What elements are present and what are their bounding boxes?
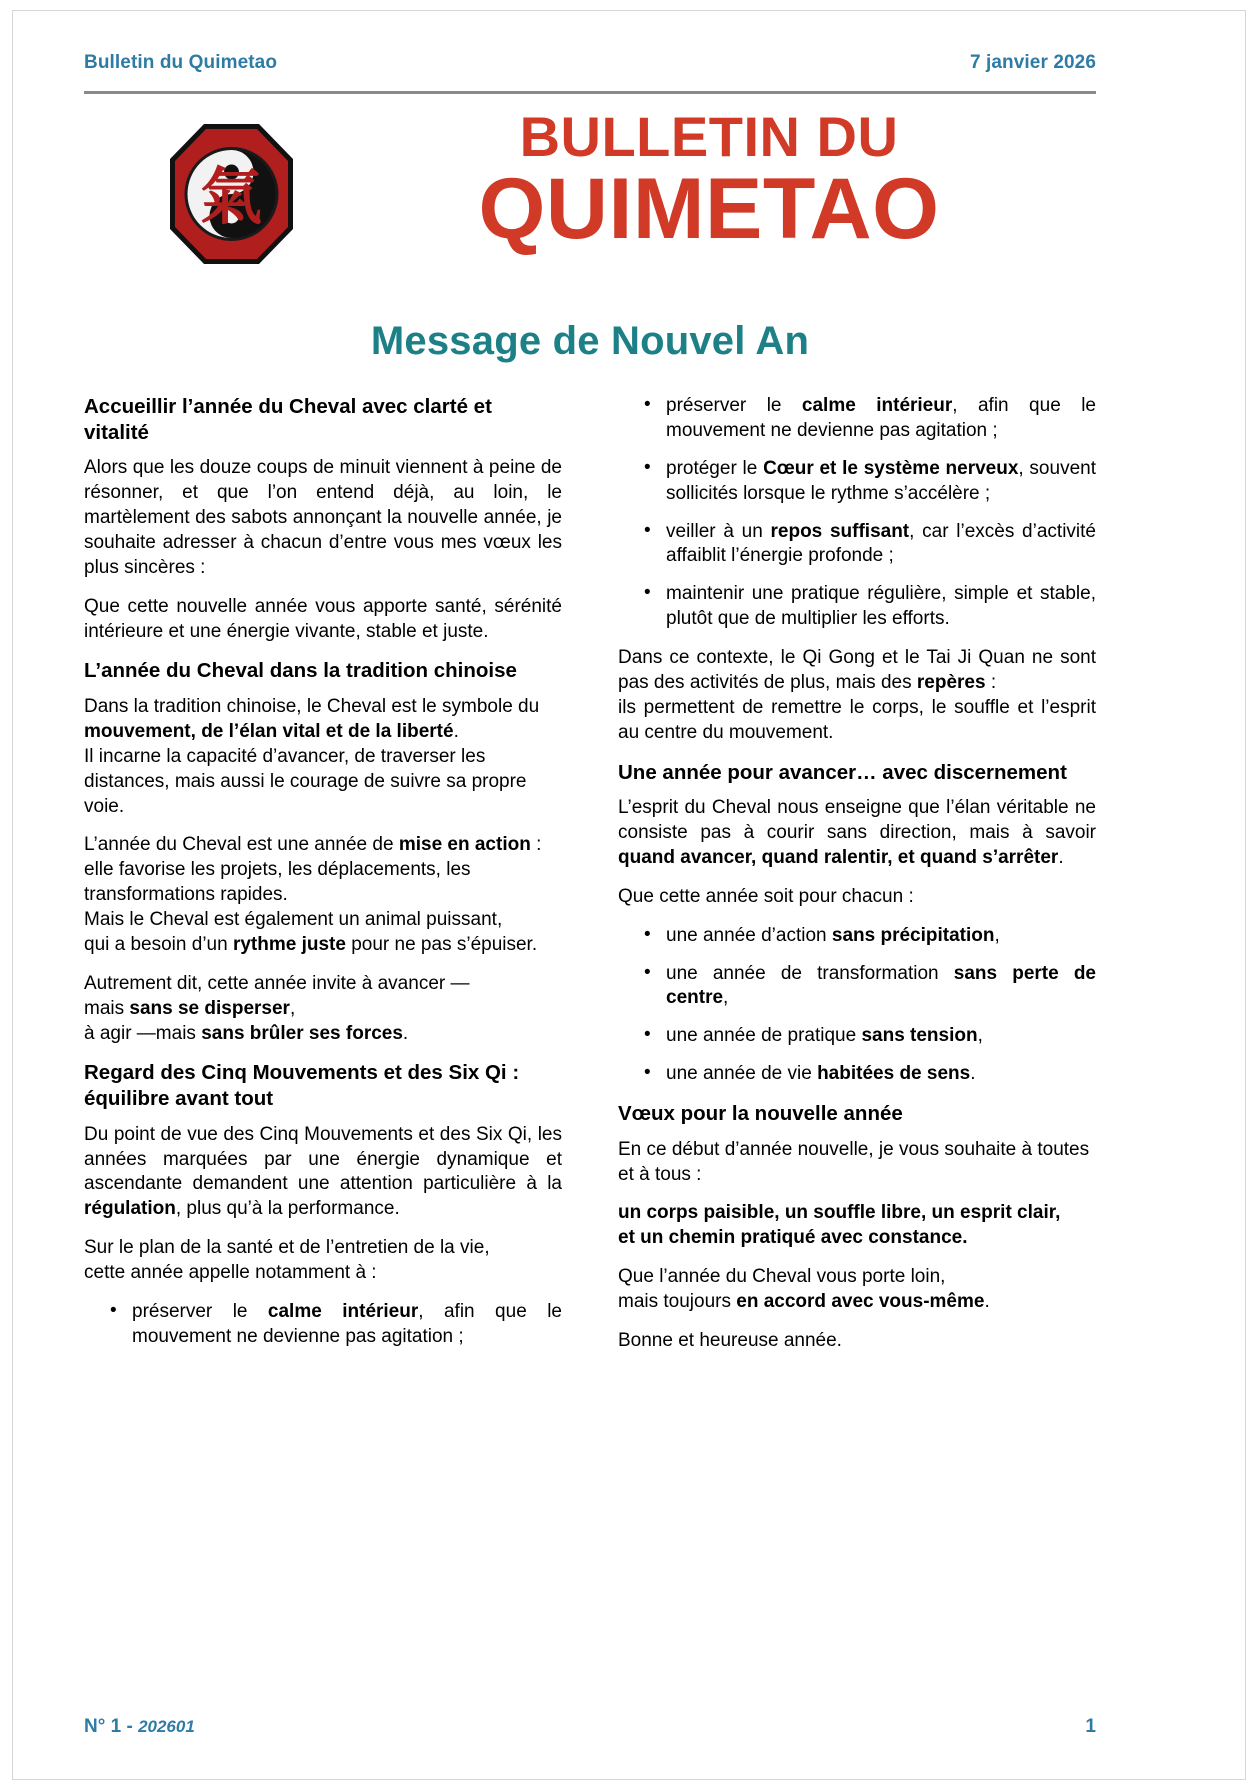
txt-p6b: régulation	[84, 1198, 176, 1220]
paragraph-debut-annee: En ce début d’année nouvelle, je vous souhaite à toutes et à tous :	[618, 1138, 1090, 1185]
txt-rp1a: Dans ce contexte, le Qi Gong et le Tai Ji Quan ne sont pas des activités de plus, mais des	[618, 647, 1096, 693]
footer-page-number: 1	[1085, 1716, 1096, 1737]
txt-wb3b: habitées de sens	[817, 1063, 971, 1085]
txt-rb0c: , afin que le mouvement ne devienne pas agitation ;	[666, 395, 1096, 441]
paragraph-entretien-vie	[84, 1236, 562, 1286]
txt-p3b: mouvement, de l’élan vital et de la liberté	[84, 720, 454, 742]
left-column	[84, 394, 590, 1424]
list-item	[644, 962, 1096, 1012]
txt-p4h: pour ne pas s’épuiser.	[345, 933, 538, 955]
paragraph-symbole-cheval	[84, 695, 562, 819]
paragraph-que-cette-annee: Que cette année soit pour chacun :	[618, 885, 914, 907]
txt-p4b: mise en action	[398, 834, 531, 856]
article-title: Message de Nouvel An	[370, 319, 810, 363]
txt-rp1c: :	[985, 671, 997, 693]
txt-wb2a: une année de pratique	[666, 1025, 862, 1047]
txt-p7b: cette année appelle notamment à :	[84, 1262, 377, 1283]
left-bullet-list	[84, 1300, 562, 1350]
txt-rb1b: Cœur et le système nerveux	[763, 457, 1019, 479]
paragraph-minuit: Alors que les douze coups de minuit viennent à peine de résonner, et que l’on entend déjà, au loin, le martèlement des sabots annonçant la nouvelle année, je souhaite adresser à chacun d’entre vous mes vœux les plus sincères :	[84, 457, 562, 578]
txt-wb2b: sans tension	[861, 1025, 978, 1047]
right-column	[590, 394, 1096, 1424]
txt-p5a: Autrement dit, cette année invite à avancer —	[84, 972, 470, 994]
list-item	[644, 457, 1096, 507]
txt-rb1a: protéger le	[666, 457, 764, 479]
heading-avancer-discernement: Une année pour avancer… avec discernement	[618, 760, 1067, 784]
masthead-title	[339, 105, 1079, 257]
txt-p3d: Il incarne la capacité d’avancer, de traverser les distances, mais aussi le courage de suivre sa propre voie.	[84, 745, 527, 817]
txt-wb1a: une année de transformation	[666, 962, 954, 984]
masthead	[84, 105, 1096, 323]
list-item	[644, 520, 1096, 570]
txt-rp6a: Que l’année du Cheval vous porte loin,	[618, 1266, 946, 1288]
txt-rp6c: en accord avec vous-même	[736, 1291, 985, 1312]
txt-wb1b: sans perte de centre	[666, 962, 1097, 1009]
paragraph-porte-loin	[618, 1265, 1096, 1315]
list-item	[644, 1024, 1096, 1049]
txt-rb3a: maintenir une pratique régulière, simple et stable, plutôt que de multiplier les efforts.	[666, 583, 1096, 630]
txt-rp2c: .	[1058, 846, 1064, 868]
paragraph-bonne-annee: Bonne et heureuse année.	[618, 1329, 842, 1351]
txt-p4f: qui a besoin d’un	[84, 933, 233, 955]
txt-rb0a: préserver le	[666, 395, 802, 416]
paragraph-qigong-taiji	[618, 646, 1096, 746]
header-date: 7 janvier 2026	[969, 52, 1096, 73]
txt-rb0b: calme intérieur	[801, 395, 953, 416]
heading-tradition-chinoise: L’année du Cheval dans la tradition chinoise	[84, 659, 517, 683]
list-item	[644, 582, 1096, 632]
heading-accueillir: Accueillir l’année du Cheval avec clarté et vitalité	[84, 395, 492, 444]
txt-rp6d: .	[984, 1291, 990, 1312]
txt-p5b: mais	[84, 997, 130, 1019]
txt-p4c: :	[530, 834, 542, 856]
document-header	[84, 52, 1096, 74]
txt-rp6b: mais toujours	[618, 1291, 737, 1312]
txt-rp5a: un corps paisible, un souffle libre, un esprit clair,	[618, 1202, 1061, 1224]
txt-lb1c: , afin que le mouvement ne devienne pas agitation ;	[132, 1300, 562, 1347]
txt-rb2c: , car l’excès d’activité affaiblit l’énergie profonde ;	[666, 520, 1096, 567]
heading-cinq-mouvements: Regard des Cinq Mouvements et des Six Qi : équilibre avant tout	[84, 1061, 520, 1110]
txt-p4a: L’année du Cheval est une année de	[84, 834, 399, 856]
paragraph-sante-serenite: Que cette nouvelle année vous apporte santé, sérénité intérieure et une énergie vivante, stable et juste.	[84, 595, 562, 642]
paragraph-autrement-dit	[84, 972, 562, 1047]
txt-p4e: Mais le Cheval est également un animal puissant,	[84, 909, 503, 930]
right-wish-bullet-list	[618, 924, 1096, 1087]
txt-p4g: rythme juste	[232, 933, 346, 955]
txt-rb1c: , souvent sollicités lorsque le rythme s’accélère ;	[666, 457, 1096, 504]
list-item	[644, 1062, 1096, 1087]
document-footer	[84, 1716, 1096, 1738]
right-health-bullet-list	[618, 394, 1096, 632]
paragraph-elan-veritable	[618, 796, 1096, 871]
header-divider	[84, 91, 1096, 94]
txt-p6a: Du point de vue des Cinq Mouvements et des Six Qi, les années marquées par une énergie dynamique et ascendante demandent une attention particulière à la	[84, 1123, 562, 1195]
txt-wb0a: une année d’action	[666, 924, 832, 946]
txt-p5c: sans se disperser	[129, 997, 290, 1019]
txt-wb0c: ,	[994, 924, 1000, 946]
txt-rb2b: repos suffisant	[770, 520, 910, 542]
txt-wb3a: une année de vie	[666, 1063, 818, 1085]
paragraph-regulation	[84, 1123, 562, 1223]
txt-p5f: sans brûler ses forces	[201, 1022, 403, 1044]
header-publication-name: Bulletin du Quimetao	[84, 52, 278, 73]
article-body	[84, 394, 1096, 1424]
heading-voeux-nouvelle-annee: Vœux pour la nouvelle année	[618, 1102, 903, 1125]
paragraph-mise-en-action	[84, 833, 562, 957]
txt-p7a: Sur le plan de la santé et de l’entretien de la vie,	[84, 1237, 490, 1259]
txt-rp5b: et un chemin pratiqué avec constance.	[618, 1227, 968, 1249]
txt-wb0b: sans précipitation	[831, 924, 995, 946]
txt-rp1b: repères	[916, 671, 986, 693]
txt-wb2c: ,	[977, 1025, 983, 1047]
txt-wb3c: .	[970, 1063, 976, 1085]
footer-issue-code: 202601	[138, 1717, 195, 1736]
list-item	[644, 924, 1096, 949]
txt-p3a: Dans la tradition chinoise, le Cheval est le symbole du	[84, 696, 540, 717]
list-item	[110, 1300, 562, 1350]
txt-p5e: à agir —mais	[84, 1022, 202, 1044]
qi-character: 氣	[199, 160, 263, 233]
page-content	[84, 52, 1096, 1424]
txt-rp2b: quand avancer, quand ralentir, et quand s’arrêter	[618, 846, 1059, 868]
txt-p3c: .	[453, 720, 459, 742]
txt-p5g: .	[402, 1022, 409, 1044]
masthead-line-2: QUIMETAO	[478, 160, 940, 257]
txt-rp2a: L’esprit du Cheval nous enseigne que l’élan véritable ne consiste pas à courir sans direction, mais à savoir	[618, 797, 1096, 843]
txt-p6c: , plus qu’à la performance.	[175, 1198, 400, 1220]
txt-lb1b: calme intérieur	[267, 1300, 419, 1322]
txt-rp1d: ils permettent de remettre le corps, le souffle et l’esprit au centre du mouvement.	[618, 696, 1096, 743]
txt-lb1a: préserver le	[132, 1300, 268, 1322]
txt-p5d: ,	[289, 997, 296, 1019]
masthead-line-1: BULLETIN DU	[519, 105, 899, 168]
txt-p4d: elle favorise les projets, les déplacements, les transformations rapides.	[84, 859, 471, 906]
txt-rb2a: veiller à un	[666, 520, 771, 542]
txt-wb1c: ,	[723, 987, 729, 1009]
list-item	[644, 394, 1096, 444]
footer-issue-label: N° 1 -	[84, 1716, 139, 1737]
footer-issue	[84, 1716, 195, 1738]
quimetao-logo	[164, 118, 299, 270]
paragraph-corps-paisible	[618, 1201, 1096, 1251]
